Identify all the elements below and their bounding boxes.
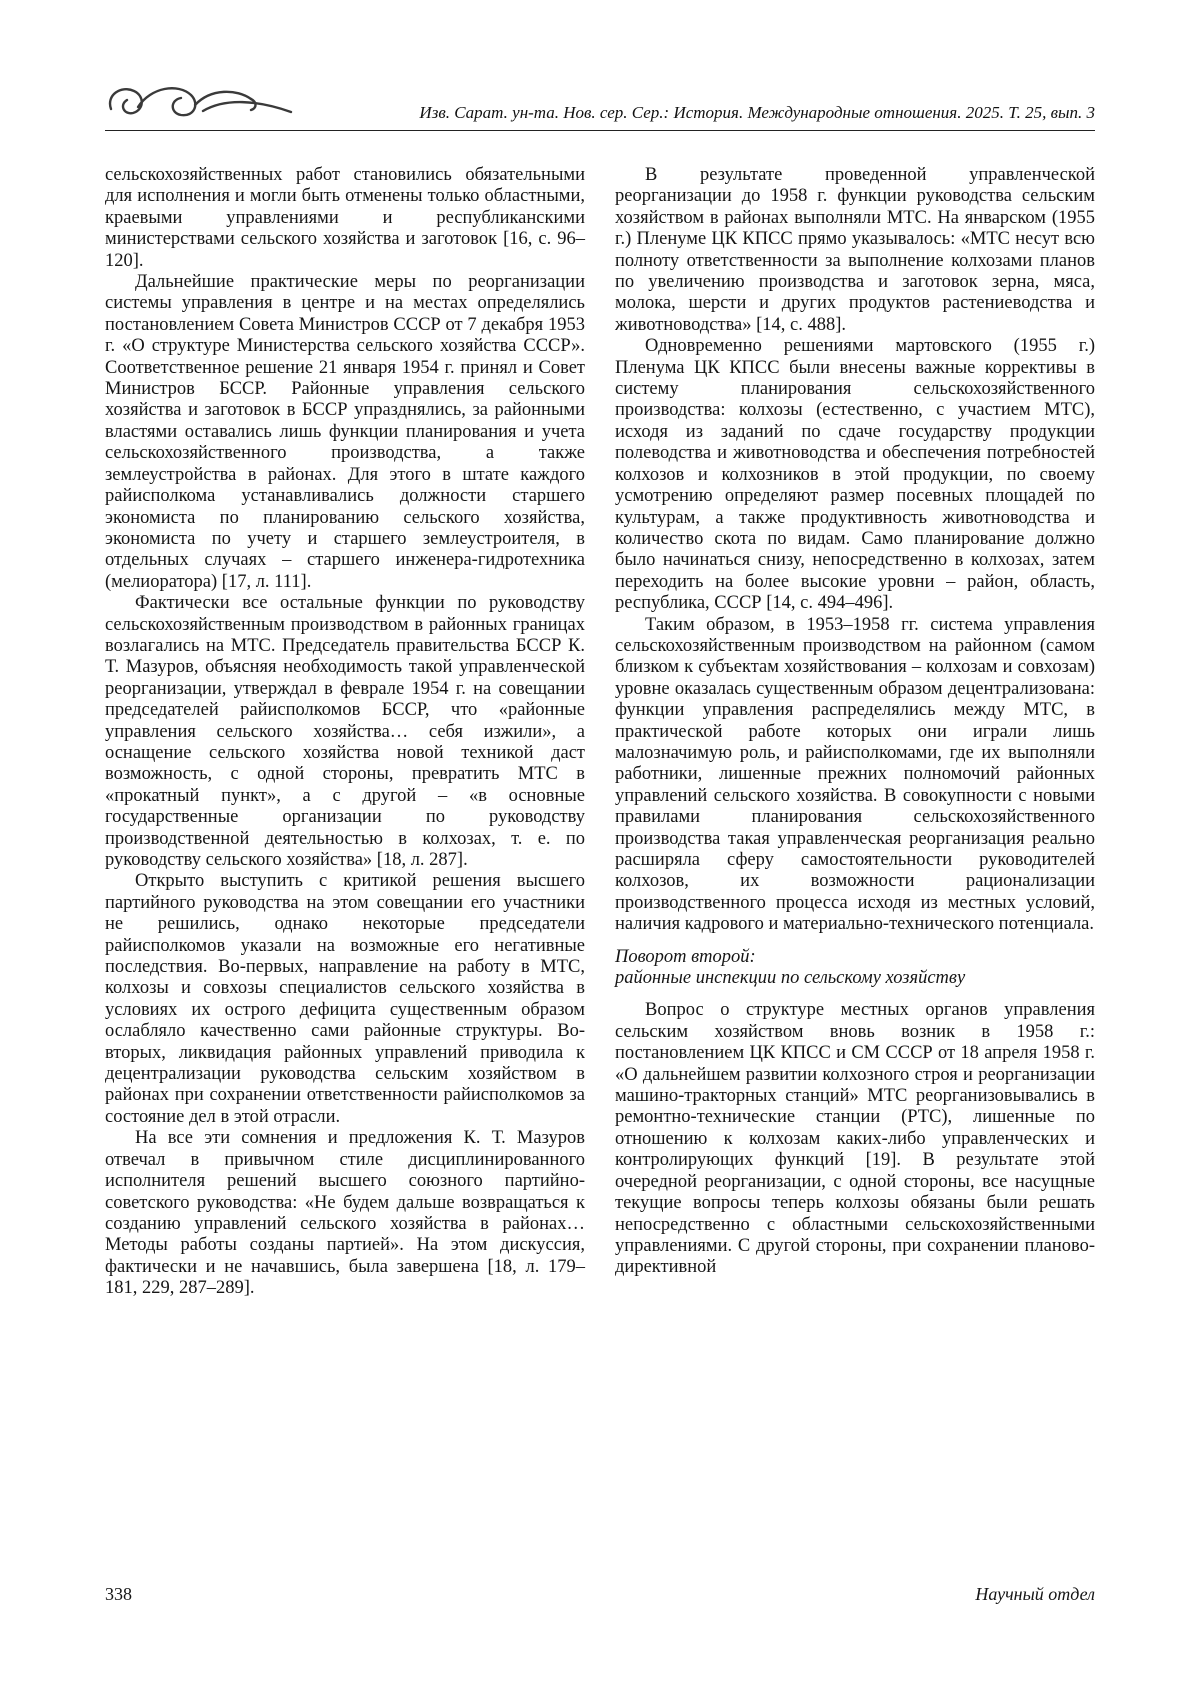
section-subheading — [615, 947, 1095, 990]
ornament-flourish-icon — [105, 82, 295, 122]
page-number: 338 — [105, 1584, 132, 1604]
paragraph: Вопрос о структуре местных органов управления сельским хозяйством вновь возник в 1958 г.: постановлением ЦК КПСС и СМ СССР от 18 апреля 1958 г. «О дальнейшем развитии колхозного строя и реорганизации машино-тракторных станций» МТС реорганизовывались в ремонтно-технические станции (РТС), лишенные по отношению к колхозам каких-либо управленческих и контролирующих функций [19]. В результате этой очередной реорганизации, с одной стороны, все насущные текущие вопросы теперь колхозы обязаны были решать непосредственно с областными сельскохозяйственными управлениями. С другой стороны, при сохранении планово-директивной — [615, 1000, 1095, 1278]
paragraph: В результате проведенной управленческой реорганизации до 1958 г. функции руководства сельским хозяйством в районах выполняли МТС. На январском (1955 г.) Пленуме ЦК КПСС прямо указывалось: «МТС несут всю полноту ответственности за выполнение колхозами планов по увеличению производства и заготовок зерна, мяса, молока, шерсти и других продуктов растениеводства и животноводства» [14, с. 488]. — [615, 165, 1095, 335]
journal-ornament-logo — [105, 82, 295, 127]
section-subheading-line: Поворот второй: — [615, 946, 756, 967]
paragraph: сельскохозяйственных работ становились обязательными для исполнения и могли быть отменены только областными, краевыми управлениями и республиканскими министерствами сельского хозяйства и заготовок [16, с. 96–120]. — [105, 165, 585, 271]
paragraph: Таким образом, в 1953–1958 гг. система управления сельскохозяйственным производством на районном (самом близком к субъектам хозяйствования – колхозам и совхозам) уровне оказалась существенным образом децентрализована: функции управления распределялись между МТС, в практической работе которых они играли лишь малозначимую роль, и райисполкомами, где их выполняли работники, лишенные прежних полномочий районных управлений сельского хозяйства. В совокупности с новыми правилами планирования сельскохозяйственного производства такая управленческая реорганизация реально расширяла сферу самостоятельности руководителей колхозов, их возможности рационализации производственного процесса исходя из местных условий, наличия кадрового и материально-технического потенциала. — [615, 614, 1095, 935]
page-footer — [105, 1584, 1095, 1605]
paragraph: Открыто выступить с критикой решения высшего партийного руководства на этом совещании его участники не решились, однако некоторые председатели райисполкомов указали на возможные его негативные последствия. Во-первых, направление на работу в МТС, колхозы и совхозы специалистов сельского хозяйства в условиях их острого дефицита существенным образом ослабляло качественно сами районные структуры. Во-вторых, ликвидация районных управлений приводила к децентрализации руководства сельским хозяйством в районах при сохранении ответственности райисполкомов за состояние дел в этой отрасли. — [105, 871, 585, 1127]
paragraph: Дальнейшие практические меры по реорганизации системы управления в центре и на местах определялись постановлением Совета Министров СССР от 7 декабря 1953 г. «О структуре Министерства сельского хозяйства СССР». Соответственное решение 21 января 1954 г. принял и Совет Министров БССР. Районные управления сельского хозяйства и заготовок в БССР упразднялись, за районными властями оставались лишь функции планирования и учета сельскохозяйственного производства, а также землеустройства в районах. Для этого в штате каждого райисполкома устанавливались должности старшего экономиста по планированию сельского хозяйства, экономиста по учету и старшего землеустроителя, в отдельных случаях – старшего инженера-гидротехника (мелиоратора) [17, л. 111]. — [105, 272, 585, 592]
paragraph: Фактически все остальные функции по руководству сельскохозяйственным производством в районных границах возлагались на МТС. Председатель правительства БССР К. Т. Мазуров, объясняя необходимость такой управленческой реорганизации, утверждал в феврале 1954 г. на совещании председателей райисполкомов БССР, что «районные управления сельского хозяйства… себя изжили», а оснащение сельского хозяйства новой техникой даст возможность, с одной стороны, превратить МТС в «прокатный пункт», а с другой – «в основные государственные организации по руководству производственной деятельностью в колхозах, т. е. по руководству сельского хозяйства» [18, л. 287]. — [105, 593, 585, 870]
left-column — [105, 165, 585, 1300]
article-body — [105, 165, 1095, 1300]
section-label: Научный отдел — [975, 1584, 1095, 1604]
page-header — [105, 82, 1095, 131]
journal-citation-line: Изв. Сарат. ун-та. Нов. сер. Сер.: История. Международные отношения. 2025. Т. 25, вып. 3 — [419, 103, 1095, 122]
paragraph: На все эти сомнения и предложения К. Т. Мазуров отвечал в привычном стиле дисциплинированного исполнителя решений высшего союзного партийно-советского руководства: «Не будем дальше возвращаться к созданию управлений сельского хозяйства в районах… Методы работы созданы партией». На этом дискуссия, фактически и не начавшись, была завершена [18, л. 179–181, 229, 287–289]. — [105, 1128, 585, 1299]
section-subheading-line: районные инспекции по сельскому хозяйству — [615, 968, 966, 989]
paragraph: Одновременно решениями мартовского (1955 г.) Пленума ЦК КПСС были внесены важные коррективы в систему планирования сельскохозяйственного производства: колхозы (естественно, с участием МТС), исходя из заданий по сдаче государству продукции полеводства и животноводства и обеспечения потребностей колхозов и колхозников в этой продукции, по своему усмотрению определяют размер посевных площадей по культурам, а также продуктивность животноводства и количество скота по видам. Само планирование должно было начинаться снизу, непосредственно в колхозах, затем переходить на более высокие уровни – район, область, республика, СССР [14, с. 494–496]. — [615, 336, 1095, 614]
right-column — [615, 165, 1095, 1300]
